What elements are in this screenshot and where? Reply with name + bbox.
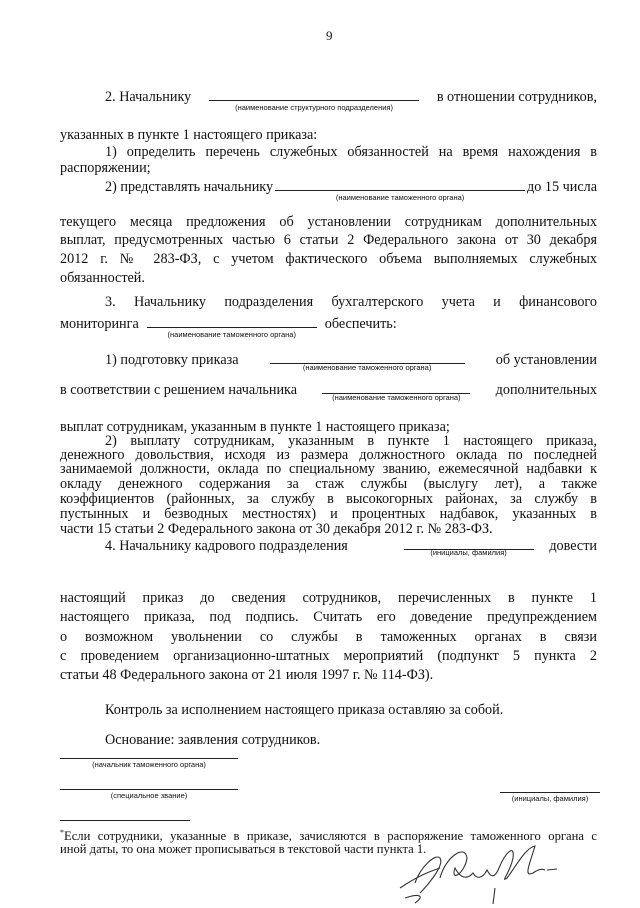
- p2-item2: [60, 176, 597, 202]
- page-number: 9: [326, 28, 333, 43]
- p3-line2: [60, 313, 597, 339]
- text: дополнительных: [495, 382, 597, 398]
- blank-field: [270, 349, 465, 372]
- p2-item1-cont: распоряжении;: [60, 160, 151, 176]
- p4-line: о возможном увольнении со службы в таможенных органах в связи: [60, 629, 597, 645]
- head-caption: (начальник таможенного органа): [92, 760, 206, 769]
- p4-line1: [60, 535, 597, 555]
- basis-clause: Основание: заявления сотрудников.: [105, 732, 321, 748]
- p2-line6: текущего месяца предложения об установлении сотрудникам дополнительных: [60, 214, 597, 230]
- signature-line: [60, 758, 238, 759]
- blank-field: [147, 313, 317, 339]
- p3-item2-line: денежного довольствия, исходя из размера должностного оклада по последней: [60, 447, 597, 463]
- p4-line: настоящий приказ до сведения сотрудников, перечисленных в пункте 1: [60, 590, 597, 606]
- field-caption: (наименование структурного подразделения): [235, 103, 393, 112]
- p3-item2-line: коэффициентов (районных, за службу в высокогорных районах, за службу в: [60, 491, 597, 507]
- field-caption: (наименование таможенного органа): [335, 193, 465, 202]
- text: довести: [549, 538, 597, 554]
- footnote-mark: *: [60, 828, 64, 837]
- text: в соответствии с решением начальника: [60, 382, 298, 398]
- handwritten-signature: [395, 838, 565, 908]
- footnote-line2: иной даты, то она может прописываться в текстовой части пункта 1.: [60, 842, 427, 856]
- text: Если сотрудники, указанные в приказе, зачисляются в распоряжение таможенного органа с: [64, 829, 597, 844]
- p4-line: с проведением организационно-штатных мероприятий (подпункт 5 пункта 2: [60, 648, 597, 664]
- p2-item1: 1) определить перечень служебных обязанностей на время нахождения в: [105, 144, 597, 160]
- p4-line: настоящего приказа, под подпись. Считать его доведение предупреждением: [60, 609, 597, 625]
- p3-line5: выплат сотрудникам, указанным в пункте 1 настоящего приказа;: [60, 419, 450, 435]
- blank-field: [404, 535, 534, 557]
- p2-line8: 2012 г. № 283-ФЗ, с учетом фактического объема выполняемых служебных: [60, 251, 597, 267]
- p3-line4: [60, 379, 597, 402]
- p3-item2-line: занимаемой должности, оклада по специальному званию, ежемесячной надбавки к: [60, 461, 597, 477]
- p3-item2-line: 2) выплату сотрудникам, указанным в пункте 1 настоящего приказа,: [105, 433, 597, 449]
- p3-item1: [60, 349, 597, 372]
- p2-line2: указанных в пункте 1 настоящего приказа:: [60, 127, 318, 143]
- p2-line7: выплат, предусмотренных частью 6 статьи 2 Федерального закона от 30 декабря: [60, 232, 597, 248]
- field-caption: (наименование таможенного органа): [302, 363, 432, 372]
- signature-line: [60, 789, 238, 790]
- p2-line9: обязанностей.: [60, 270, 145, 286]
- field-caption: (наименование таможенного органа): [167, 330, 296, 339]
- text: до 15 числа: [527, 179, 597, 195]
- name-caption: (инициалы, фамилия): [511, 794, 589, 803]
- p3-item2-line: части 15 статьи 2 Федерального закона от 30 декабря 2012 г. № 283-ФЗ.: [60, 521, 493, 537]
- field-caption: (инициалы, фамилия): [430, 548, 507, 557]
- control-clause: Контроль за исполнением настоящего приказа оставляю за собой.: [105, 702, 504, 718]
- p2-line1: [60, 86, 597, 112]
- footnote-divider: [60, 820, 190, 821]
- text: в отношении сотрудников,: [436, 89, 597, 105]
- p4-line: статьи 48 Федерального закона от 21 июля 1997 г. № 114-ФЗ).: [60, 667, 434, 683]
- text: 1) подготовку приказа: [105, 352, 239, 368]
- text: 2) представлять начальнику: [105, 179, 274, 195]
- p3-item2-line: пустынных и безводных местностях) и процентных надбавок, указанных в: [60, 506, 597, 522]
- signature-line: [500, 792, 600, 793]
- field-caption: (наименование таможенного органа): [332, 393, 461, 402]
- text: об установлении: [495, 352, 597, 368]
- text: обеспечить:: [324, 316, 397, 332]
- text: 4. Начальнику кадрового подразделения: [105, 538, 348, 554]
- text: 2. Начальнику: [105, 89, 192, 105]
- rank-caption: (специальное звание): [110, 791, 188, 800]
- blank-field: [322, 379, 470, 402]
- p3-item2-line: окладу денежного содержания за стаж службы (выслугу лет), а также: [60, 476, 597, 492]
- blank-field: [209, 86, 419, 112]
- text: мониторинга: [60, 316, 139, 332]
- blank-field: [275, 176, 525, 202]
- p3-line1: 3. Начальнику подразделения бухгалтерского учета и финансового: [105, 294, 597, 310]
